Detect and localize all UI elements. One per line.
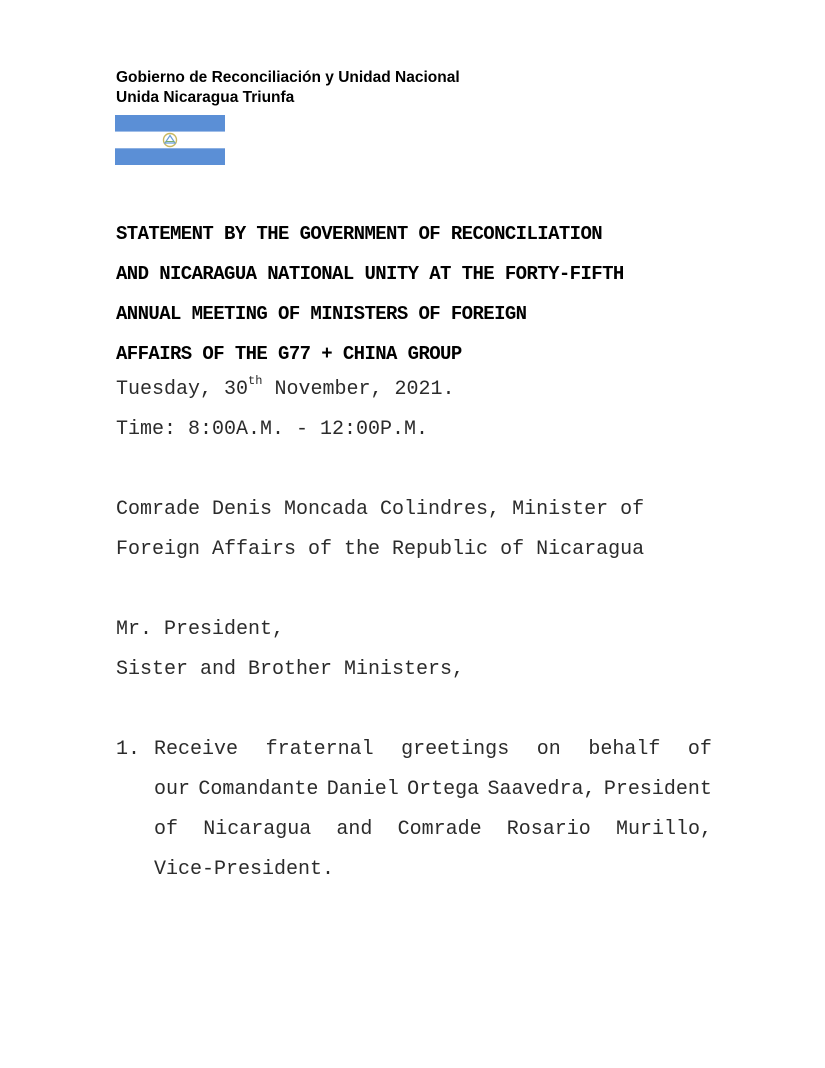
date-block: [116, 370, 454, 450]
list-item-word: of: [154, 818, 179, 841]
title-line: ANNUAL MEETING OF MINISTERS OF FOREIGN: [116, 303, 527, 325]
list-item-text: [154, 730, 716, 890]
list-item-word: of: [687, 738, 712, 761]
list-item-word: Nicaragua: [203, 818, 312, 841]
numbered-list: [116, 730, 716, 890]
list-item-word: Rosario: [506, 818, 591, 841]
letterhead-line-government: Gobierno de Reconciliación y Unidad Nacional: [116, 69, 460, 86]
list-item: [116, 730, 716, 890]
title-line: STATEMENT BY THE GOVERNMENT OF RECONCILIATION: [116, 223, 603, 245]
list-item-word: and: [336, 818, 373, 841]
list-item-word: our: [154, 778, 191, 801]
meeting-time: Time: 8:00A.M. - 12:00P.M.: [116, 418, 429, 441]
list-item-word: Vice-President.: [154, 858, 335, 881]
salutation-line: Mr. President,: [116, 618, 285, 641]
meeting-date: [116, 370, 454, 410]
date-ordinal: th: [248, 374, 263, 389]
list-item-line: [154, 730, 712, 770]
list-item-word: behalf: [588, 738, 661, 761]
list-item-word: Daniel: [326, 778, 399, 801]
statement-title: [116, 214, 756, 374]
list-item-word: Comandante: [198, 778, 319, 801]
list-item-line: [154, 850, 716, 890]
date-prefix: Tuesday, 30: [116, 378, 249, 401]
list-item-line: [154, 810, 712, 850]
list-item-word: President: [603, 778, 712, 801]
speaker-block: [116, 490, 644, 570]
list-item-word: Murillo,: [615, 818, 712, 841]
list-item-word: Saavedra,: [487, 778, 596, 801]
list-item-word: fraternal: [265, 738, 374, 761]
letterhead-line-motto: Unida Nicaragua Triunfa: [116, 89, 295, 106]
list-item-word: Receive: [154, 738, 239, 761]
salutation-line: Sister and Brother Ministers,: [116, 658, 465, 681]
list-item-word: Ortega: [407, 778, 480, 801]
letterhead: [116, 68, 460, 108]
list-item-word: greetings: [401, 738, 510, 761]
list-item-word: on: [536, 738, 561, 761]
list-item-number: 1.: [116, 738, 141, 761]
title-line: AFFAIRS OF THE G77 + CHINA GROUP: [116, 343, 462, 365]
list-item-word: Comrade: [397, 818, 482, 841]
speaker-line: Foreign Affairs of the Republic of Nicaragua: [116, 538, 645, 561]
salutation-block: [116, 610, 464, 690]
list-item-line: [154, 770, 712, 810]
nicaragua-flag-icon: [115, 115, 225, 165]
date-suffix: November, 2021.: [262, 378, 455, 401]
speaker-line: Comrade Denis Moncada Colindres, Minister of: [116, 498, 645, 521]
title-line: AND NICARAGUA NATIONAL UNITY AT THE FORTY-FIFTH: [116, 263, 624, 285]
